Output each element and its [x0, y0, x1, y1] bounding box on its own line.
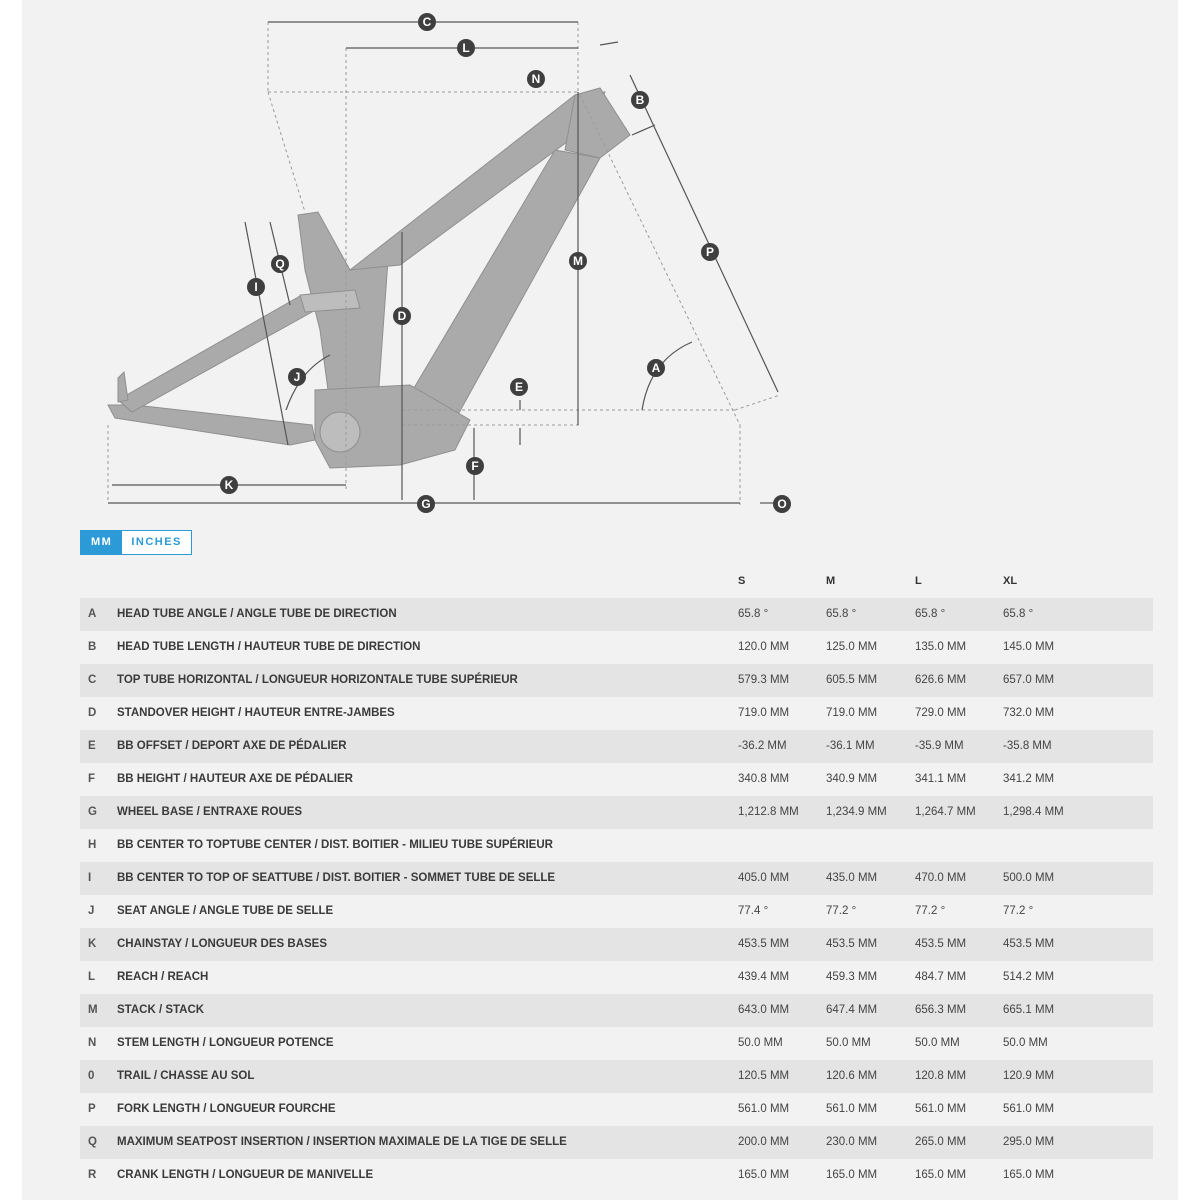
row-letter: H	[88, 839, 97, 851]
value-l: 729.0 MM	[915, 707, 967, 719]
unit-inches-button[interactable]: INCHES	[131, 536, 182, 548]
table-row	[80, 1159, 1153, 1192]
unit-mm-button[interactable]: MM	[81, 531, 122, 554]
header-size-xl: XL	[1003, 575, 1018, 587]
row-letter: F	[88, 773, 96, 785]
diagram-label-c	[418, 13, 436, 31]
row-letter: 0	[88, 1070, 95, 1082]
svg-text:C: C	[422, 15, 432, 29]
value-s: 200.0 MM	[738, 1136, 790, 1148]
value-xl: 732.0 MM	[1003, 707, 1055, 719]
table-row	[80, 1060, 1153, 1093]
value-s: 561.0 MM	[738, 1103, 790, 1115]
row-name: BB HEIGHT / HAUTEUR AXE DE PÉDALIER	[117, 773, 353, 785]
value-s: 439.4 MM	[738, 971, 790, 983]
diagram-label-i	[247, 278, 265, 296]
svg-text:O: O	[777, 497, 787, 511]
value-l: 453.5 MM	[915, 938, 967, 950]
value-xl: 50.0 MM	[1003, 1037, 1048, 1049]
value-l: 65.8 °	[915, 608, 946, 620]
table-row	[80, 796, 1153, 829]
value-m: 77.2 °	[826, 905, 857, 917]
value-xl: -35.8 MM	[1003, 740, 1052, 752]
value-xl: 165.0 MM	[1003, 1169, 1055, 1181]
value-s: 65.8 °	[738, 608, 769, 620]
row-letter: E	[88, 740, 96, 752]
value-l: 1,264.7 MM	[915, 806, 976, 818]
diagram-label-k	[220, 476, 238, 494]
value-m: 605.5 MM	[826, 674, 878, 686]
frame-geometry-diagram	[0, 0, 1200, 525]
diagram-label-n	[527, 70, 545, 88]
value-s: 165.0 MM	[738, 1169, 790, 1181]
value-xl: 514.2 MM	[1003, 971, 1055, 983]
value-m: 561.0 MM	[826, 1103, 878, 1115]
diagram-label-p	[701, 243, 719, 261]
row-letter: Q	[88, 1136, 97, 1148]
svg-text:Q: Q	[275, 257, 285, 271]
diagram-label-q	[271, 255, 289, 273]
svg-text:E: E	[514, 380, 524, 394]
table-body	[80, 598, 1153, 1192]
value-m: 647.4 MM	[826, 1004, 878, 1016]
row-name: TRAIL / CHASSE AU SOL	[117, 1070, 255, 1082]
value-s: 453.5 MM	[738, 938, 790, 950]
diagram-label-g	[417, 495, 435, 513]
value-l: 120.8 MM	[915, 1070, 967, 1082]
diagram-label-o	[773, 495, 791, 513]
value-s: 77.4 °	[738, 905, 769, 917]
diagram-label-a	[647, 359, 665, 377]
diagram-label-b	[631, 91, 649, 109]
row-letter: L	[88, 971, 96, 983]
value-xl: 341.2 MM	[1003, 773, 1055, 785]
row-name: HEAD TUBE LENGTH / HAUTEUR TUBE DE DIRECTION	[117, 641, 421, 653]
value-m: 230.0 MM	[826, 1136, 878, 1148]
row-name: SEAT ANGLE / ANGLE TUBE DE SELLE	[117, 905, 334, 917]
row-letter: I	[88, 872, 92, 884]
table-row	[80, 763, 1153, 796]
row-letter: B	[88, 641, 97, 653]
row-name: WHEEL BASE / ENTRAXE ROUES	[117, 806, 303, 818]
value-m: 453.5 MM	[826, 938, 878, 950]
svg-text:P: P	[705, 245, 715, 259]
value-m: 125.0 MM	[826, 641, 878, 653]
value-s: -36.2 MM	[738, 740, 787, 752]
svg-text:I: I	[254, 280, 258, 294]
row-name: MAXIMUM SEATPOST INSERTION / INSERTION MAXIMALE DE LA TIGE DE SELLE	[117, 1136, 567, 1148]
row-letter: M	[88, 1004, 98, 1016]
row-name: TOP TUBE HORIZONTAL / LONGUEUR HORIZONTALE TUBE SUPÉRIEUR	[117, 674, 518, 686]
table-row	[80, 895, 1153, 928]
svg-text:B: B	[635, 93, 645, 107]
diagram-label-j	[288, 368, 306, 386]
row-letter: J	[88, 905, 95, 917]
svg-text:J: J	[293, 370, 301, 384]
value-s: 719.0 MM	[738, 707, 790, 719]
value-s: 50.0 MM	[738, 1037, 783, 1049]
value-xl: 77.2 °	[1003, 905, 1034, 917]
value-s: 120.0 MM	[738, 641, 790, 653]
table-header	[80, 565, 1153, 598]
value-s: 643.0 MM	[738, 1004, 790, 1016]
table-row	[80, 730, 1153, 763]
row-name: STANDOVER HEIGHT / HAUTEUR ENTRE-JAMBES	[117, 707, 395, 719]
value-l: 50.0 MM	[915, 1037, 960, 1049]
diagram-label-e	[510, 378, 528, 396]
value-xl: 500.0 MM	[1003, 872, 1055, 884]
table-row	[80, 1027, 1153, 1060]
row-letter: A	[88, 608, 97, 620]
value-xl: 561.0 MM	[1003, 1103, 1055, 1115]
table-row	[80, 928, 1153, 961]
value-m: 50.0 MM	[826, 1037, 871, 1049]
value-xl: 295.0 MM	[1003, 1136, 1055, 1148]
row-letter: G	[88, 806, 97, 818]
row-letter: N	[88, 1037, 97, 1049]
table-row	[80, 994, 1153, 1027]
value-l: 165.0 MM	[915, 1169, 967, 1181]
value-l: 561.0 MM	[915, 1103, 967, 1115]
value-xl: 120.9 MM	[1003, 1070, 1055, 1082]
svg-text:K: K	[224, 478, 234, 492]
shock-shape	[300, 290, 360, 312]
value-l: 135.0 MM	[915, 641, 967, 653]
diagram-label-l	[457, 39, 475, 57]
table-row	[80, 631, 1153, 664]
value-l: 626.6 MM	[915, 674, 967, 686]
table-row	[80, 697, 1153, 730]
row-letter: P	[88, 1103, 96, 1115]
bb-circle	[320, 412, 360, 452]
value-l: 341.1 MM	[915, 773, 967, 785]
row-letter: D	[88, 707, 97, 719]
value-l: 484.7 MM	[915, 971, 967, 983]
value-s: 579.3 MM	[738, 674, 790, 686]
value-xl: 453.5 MM	[1003, 938, 1055, 950]
value-m: 65.8 °	[826, 608, 857, 620]
header-size-s: S	[738, 575, 746, 587]
value-m: 435.0 MM	[826, 872, 878, 884]
value-xl: 65.8 °	[1003, 608, 1034, 620]
row-letter: C	[88, 674, 97, 686]
row-name: BB OFFSET / DEPORT AXE DE PÉDALIER	[117, 740, 347, 752]
value-xl: 145.0 MM	[1003, 641, 1055, 653]
svg-text:N: N	[531, 72, 541, 86]
value-l: 265.0 MM	[915, 1136, 967, 1148]
row-name: REACH / REACH	[117, 971, 209, 983]
value-s: 1,212.8 MM	[738, 806, 799, 818]
diagram-label-f	[466, 457, 484, 475]
row-name: CRANK LENGTH / LONGUEUR DE MANIVELLE	[117, 1169, 374, 1181]
value-xl: 665.1 MM	[1003, 1004, 1055, 1016]
value-l: 77.2 °	[915, 905, 946, 917]
table-row	[80, 829, 1153, 862]
table-row	[80, 1093, 1153, 1126]
dropout-shape	[118, 372, 128, 402]
unit-toggle	[80, 530, 192, 555]
row-name: BB CENTER TO TOPTUBE CENTER / DIST. BOITIER - MILIEU TUBE SUPÉRIEUR	[117, 839, 553, 851]
row-name: BB CENTER TO TOP OF SEATTUBE / DIST. BOITIER - SOMMET TUBE DE SELLE	[117, 872, 556, 884]
value-m: 120.6 MM	[826, 1070, 878, 1082]
value-m: 165.0 MM	[826, 1169, 878, 1181]
svg-text:M: M	[573, 254, 583, 268]
headtube-shape	[565, 88, 630, 158]
row-name: CHAINSTAY / LONGUEUR DES BASES	[117, 938, 328, 950]
value-m: 1,234.9 MM	[826, 806, 887, 818]
table-row	[80, 862, 1153, 895]
value-xl: 657.0 MM	[1003, 674, 1055, 686]
svg-text:L: L	[462, 41, 470, 55]
svg-text:F: F	[471, 459, 479, 473]
value-xl: 1,298.4 MM	[1003, 806, 1064, 818]
diagram-label-m	[569, 252, 587, 270]
value-l: -35.9 MM	[915, 740, 964, 752]
svg-text:A: A	[651, 361, 661, 375]
value-m: 459.3 MM	[826, 971, 878, 983]
row-name: FORK LENGTH / LONGUEUR FOURCHE	[117, 1103, 336, 1115]
header-size-l: L	[915, 575, 922, 587]
row-name: STACK / STACK	[117, 1004, 205, 1016]
row-letter: K	[88, 938, 97, 950]
value-l: 470.0 MM	[915, 872, 967, 884]
value-m: 340.9 MM	[826, 773, 878, 785]
table-row	[80, 1126, 1153, 1159]
table-row	[80, 961, 1153, 994]
value-s: 120.5 MM	[738, 1070, 790, 1082]
value-m: -36.1 MM	[826, 740, 875, 752]
row-letter: R	[88, 1169, 97, 1181]
diagram-label-d	[393, 307, 411, 325]
table-row	[80, 664, 1153, 697]
value-s: 340.8 MM	[738, 773, 790, 785]
bike-frame	[108, 88, 630, 468]
svg-text:G: G	[421, 497, 431, 511]
row-name: STEM LENGTH / LONGUEUR POTENCE	[117, 1037, 334, 1049]
value-s: 405.0 MM	[738, 872, 790, 884]
value-m: 719.0 MM	[826, 707, 878, 719]
svg-text:D: D	[397, 309, 407, 323]
row-name: HEAD TUBE ANGLE / ANGLE TUBE DE DIRECTION	[117, 608, 397, 620]
seatstay-shape	[118, 296, 312, 412]
table-row	[80, 598, 1153, 631]
frame-diagram-svg	[0, 0, 1200, 525]
header-size-m: M	[826, 575, 836, 587]
geometry-table	[80, 565, 1153, 1192]
value-l: 656.3 MM	[915, 1004, 967, 1016]
